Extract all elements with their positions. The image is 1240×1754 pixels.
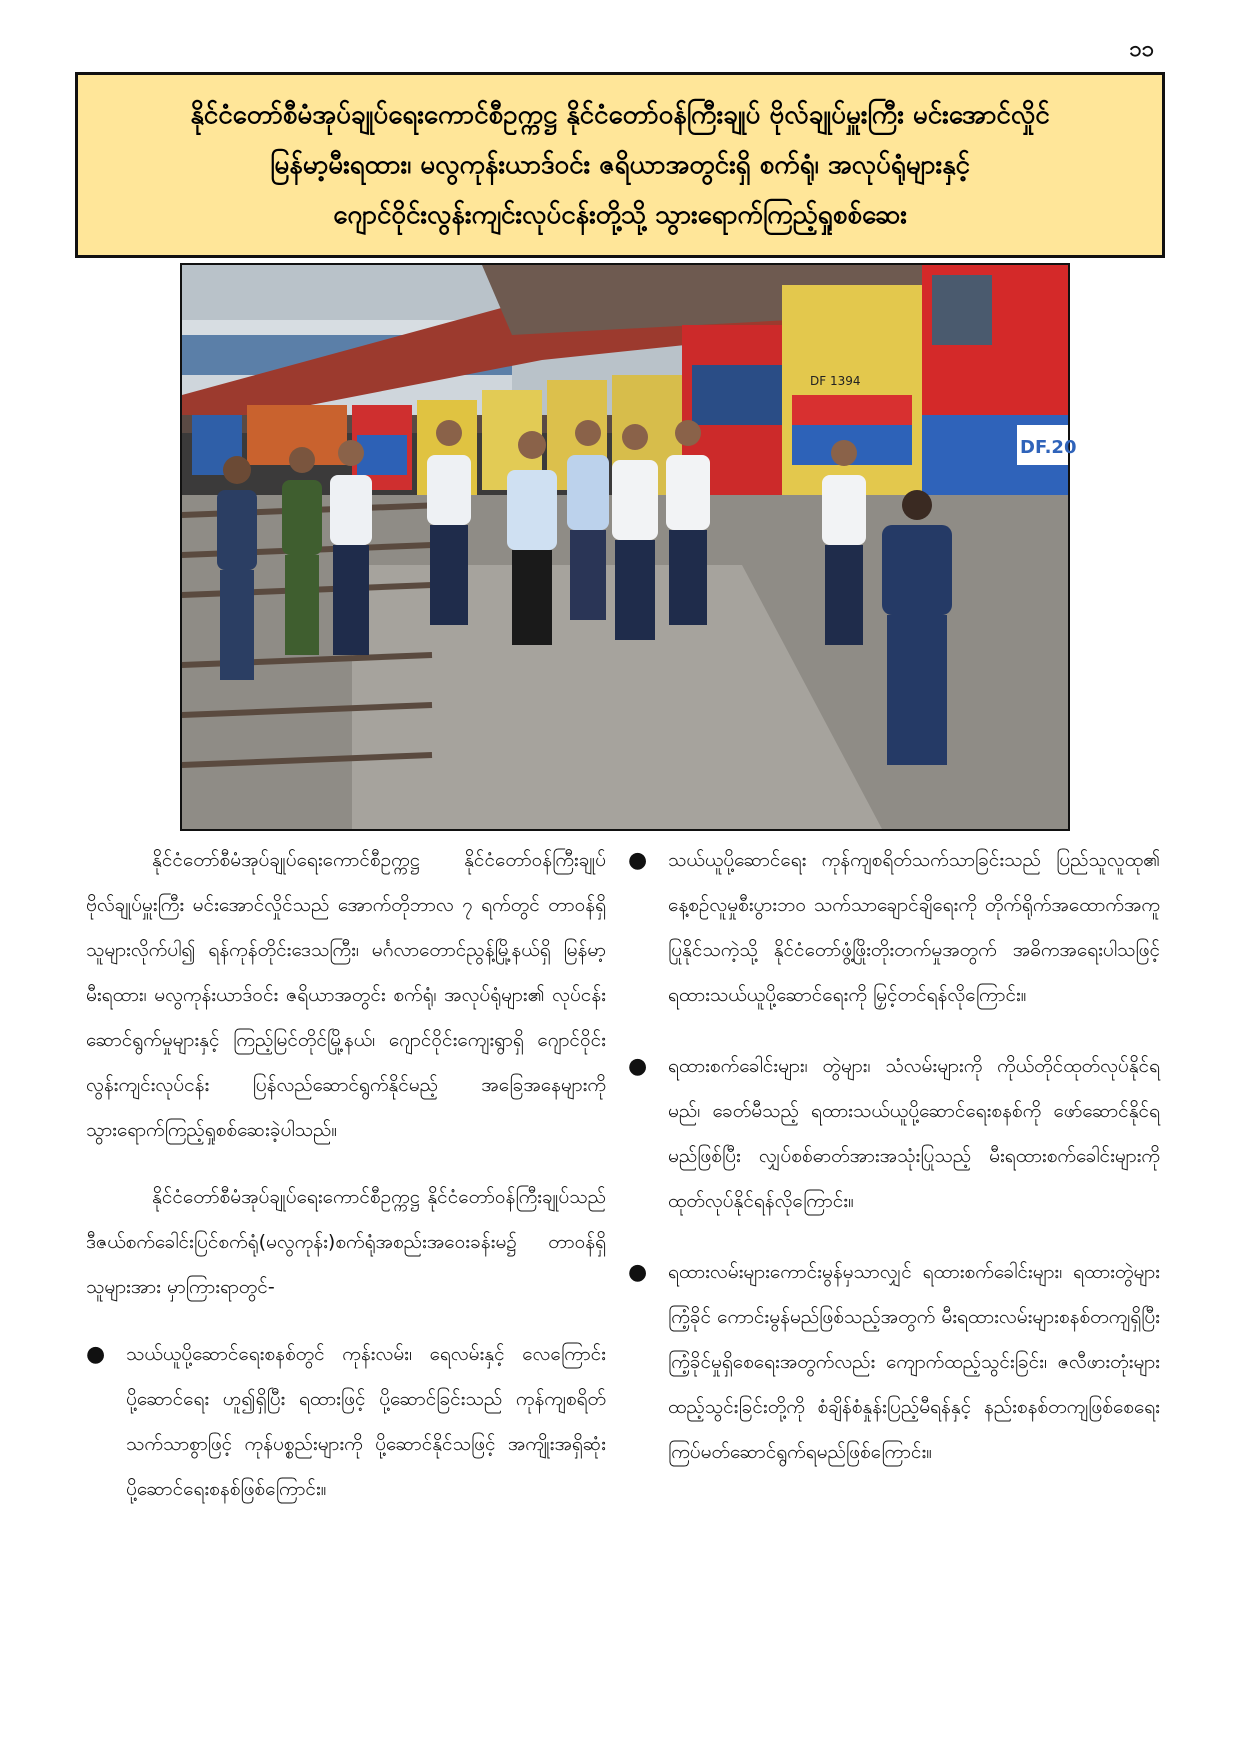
bullet-item-2: [628, 838, 1160, 1018]
headline-line-3: ဂျောင်ဝိုင်းလွန်းကျင်းလုပ်ငန်းတို့သို့ သွားရောက်ကြည့်ရှုစစ်ဆေး: [333, 200, 907, 230]
body-paragraph-1: နိုင်ငံတော်စီမံအုပ်ချုပ်ရေးကောင်စီဥက္ကဋ္ဌ နိုင်ငံတော်ဝန်ကြီးချုပ် ဗိုလ်ချုပ်မှူးကြီး မင်းအောင်လှိုင်သည် အောက်တိုဘာလ ၇ ရက်တွင် တာဝန်ရှိသူများလိုက်ပါ၍ ရန်ကုန်တိုင်းဒေသကြီး၊ မင်္ဂလာတောင်ညွန့်မြို့နယ်ရှိ မြန်မာ့မီးရထား၊ မလွကုန်းယာဒ်ဝင်း ဇရိယာအတွင်း စက်ရုံ၊ အလုပ်ရုံများ၏ လုပ်ငန်းဆောင်ရွက်မှုများနှင့် ကြည့်မြင်တိုင်မြို့နယ်၊ ဂျောင်ဝိုင်းကျေးရွာရှိ ဂျောင်ဝိုင်းလွန်းကျင်းလုပ်ငန်း ပြန်လည်ဆောင်ရွက်နိုင်မည့် အခြေအနေများကို သွားရောက်ကြည့်ရှုစစ်ဆေးခဲ့ပါသည်။: [86, 849, 606, 1141]
locomotive-label-2: DF.20: [1020, 437, 1077, 458]
bullet-icon: ●: [86, 1342, 106, 1367]
bullet-text-3: ရထားစက်ခေါင်းများ၊ တွဲများ၊ သံလမ်းများကို ကိုယ်တိုင်ထုတ်လုပ်နိုင်ရမည်၊ ခေတ်မီသည့် ရထားသယ်ယူပို့ဆောင်ရေးစနစ်ကို ဖော်ဆောင်နိုင်ရမည်ဖြစ်ပြီး လျှပ်စစ်ဓာတ်အားအသုံးပြုသည့် မီးရထားစက်ခေါင်းများကို ထုတ်လုပ်နိုင်ရန်လိုကြောင်း။: [668, 1055, 1160, 1212]
left-column: [86, 838, 606, 1538]
right-column: [628, 838, 1160, 1501]
body-paragraph-2: နိုင်ငံတော်စီမံအုပ်ချုပ်ရေးကောင်စီဥက္ကဋ္ဌ နိုင်ငံတော်ဝန်ကြီးချုပ်သည် ဒီဇယ်စက်ခေါင်းပြင်စက်ရုံ(မလွကုန်း)စက်ရုံအစည်းအဝေးခန်းမ၌ တာဝန်ရှိသူများအား မှာကြားရာတွင်-: [86, 1186, 606, 1298]
bullet-item-4: [628, 1250, 1160, 1475]
headline-line-2: မြန်မာ့မီးရထား၊ မလွကုန်းယာဒ်ဝင်း ဇရိယာအတွင်းရှိ စက်ရုံ၊ အလုပ်ရုံများနှင့်: [270, 150, 970, 180]
bullet-text-4: ရထားလမ်းများကောင်းမွန်မှသာလျှင် ရထားစက်ခေါင်းများ၊ ရထားတွဲများကြံ့ခိုင် ကောင်းမွန်မည်ဖြစ်သည့်အတွက် မီးရထားလမ်းများစနစ်တကျရှိပြီး ကြံ့ခိုင်မှုရှိစေရေးအတွက်လည်း ကျောက်ထည့်သွင်းခြင်း၊ ဇလီဖားတုံးများထည့်သွင်းခြင်းတို့ကို စံချိန်စံနှုန်းပြည့်မီရန်နှင့် နည်းစနစ်တကျဖြစ်စေရေး ကြပ်မတ်ဆောင်ရွက်ရမည်ဖြစ်ကြောင်း။: [668, 1261, 1160, 1463]
bullet-icon: ●: [628, 848, 648, 873]
bullet-text-1: သယ်ယူပို့ဆောင်ရေးစနစ်တွင် ကုန်းလမ်း၊ ရေလမ်းနှင့် လေကြောင်းပို့ဆောင်ရေး ဟူ၍ရှိပြီး ရထားဖြင့် ပို့ဆောင်ခြင်းသည် ကုန်ကျစရိတ်သက်သာစွာဖြင့် ကုန်ပစ္စည်းများကို ပို့ဆောင်နိုင်သဖြင့် အကျိုးအရှိဆုံး ပို့ဆောင်ရေးစနစ်ဖြစ်ကြောင်း။: [126, 1343, 606, 1500]
bullet-item-1: [86, 1332, 606, 1512]
bullet-icon: ●: [628, 1260, 648, 1285]
page-number: ၁၁: [1129, 37, 1154, 62]
headline-line-1: နိုင်ငံတော်စီမံအုပ်ချုပ်ရေးကောင်စီဥက္ကဋ္ဌ နိုင်ငံတော်ဝန်ကြီးချုပ် ဗိုလ်ချုပ်မှူးကြီး မင်းအောင်လှိုင်: [190, 100, 1050, 130]
bullet-icon: ●: [628, 1054, 648, 1079]
locomotive-label-1: DF 1394: [810, 374, 861, 388]
headline-box: [75, 72, 1165, 258]
photo-illustration: [182, 265, 1077, 829]
news-photo: [180, 263, 1077, 831]
bullet-text-2: သယ်ယူပို့ဆောင်ရေး ကုန်ကျစရိတ်သက်သာခြင်းသည် ပြည်သူလူထု၏ နေ့စဉ်လူမှုစီးပွားဘဝ သက်သာချောင်ချိရေးကို တိုက်ရိုက်အထောက်အကူပြုနိုင်သကဲ့သို့ နိုင်ငံတော်ဖွံ့ဖြိုးတိုးတက်မှုအတွက် အဓိကအရေးပါသဖြင့် ရထားသယ်ယူပို့ဆောင်ရေးကို မြှင့်တင်ရန်လိုကြောင်း။: [668, 849, 1160, 1006]
bullet-item-3: [628, 1044, 1160, 1224]
